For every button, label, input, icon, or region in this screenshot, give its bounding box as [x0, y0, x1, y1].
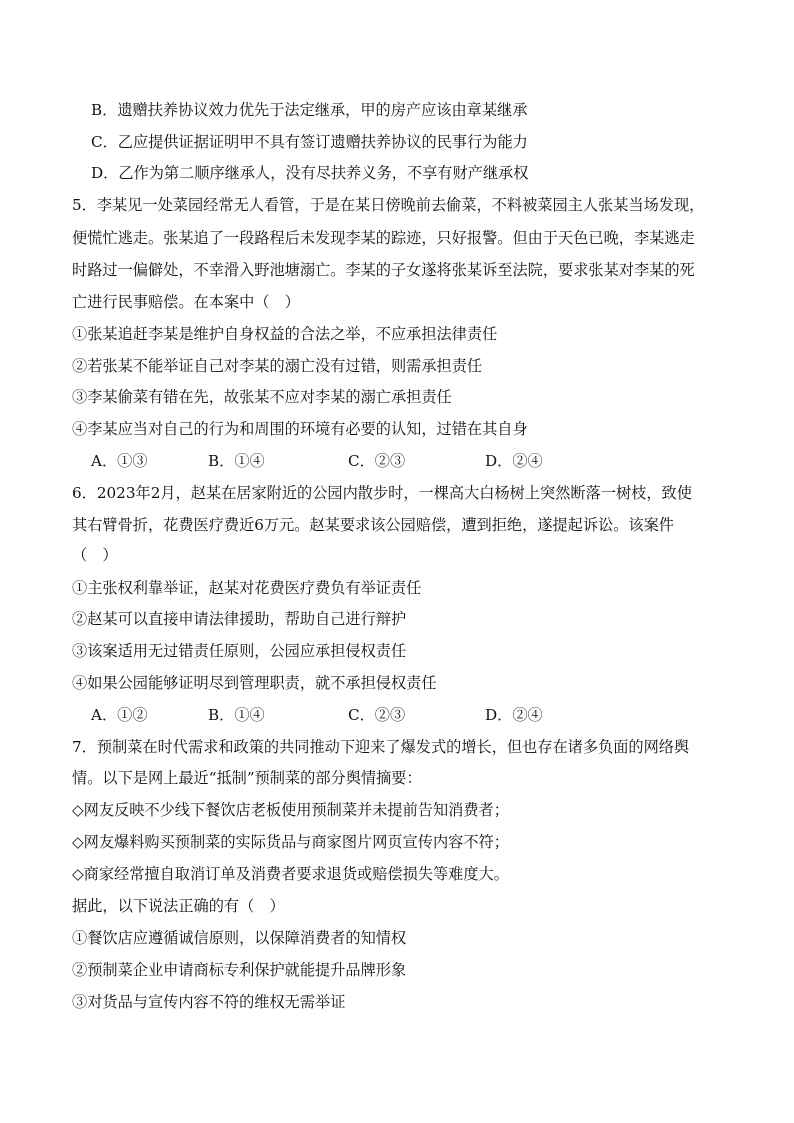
- question-7-statement-3: ③对货品与宣传内容不符的维权无需举证: [72, 993, 346, 1011]
- question-6-choice-c: C．②③: [348, 706, 406, 724]
- question-5-choice-d: D．②④: [485, 452, 543, 470]
- question-5-statement-2: ②若张某不能举证自己对李某的溺亡没有过错，则需承担责任: [72, 357, 483, 375]
- question-6-choice-b: B．①④: [208, 706, 265, 724]
- question-7-statement-2: ②预制菜企业申请商标专利保护就能提升品牌形象: [72, 961, 407, 979]
- question-6-line-2: 其右臂骨折，花费医疗费近6万元。赵某要求该公园赔偿，遭到拒绝，遂提起诉讼。该案件: [72, 516, 674, 534]
- question-6-choice-d: D．②④: [485, 706, 543, 724]
- question-7-statement-1: ①餐饮店应遵循诚信原则，以保障消费者的知情权: [72, 929, 407, 947]
- question-7-report-2: ◇网友爆料购买预制菜的实际货品与商家图片网页宣传内容不符；: [72, 833, 509, 851]
- question-7-report-1: ◇网友反映不少线下餐饮店老板使用预制菜并未提前告知消费者；: [72, 801, 509, 819]
- question-6-statement-4: ④如果公园能够证明尽到管理职责，就不承担侵权责任: [72, 674, 437, 692]
- question-6-statement-3: ③该案适用无过错责任原则，公园应承担侵权责任: [72, 642, 407, 660]
- question-5-line-2: 便慌忙逃走。张某追了一段路程后未发现李某的踪迹，只好报警。但由于天色已晚，李某逃走: [72, 229, 695, 247]
- question-6-line-1: 6．2023年2月，赵某在居家附近的公园内散步时，一棵高大白杨树上突然断落一树枝，致使: [72, 484, 692, 502]
- question-5-statement-3: ③李某偷菜有错在先，故张某不应对李某的溺亡承担责任: [72, 388, 452, 406]
- question-7-line-2: 情。以下是网上最近“抵制”预制菜的部分舆情摘要：: [72, 769, 422, 787]
- question-5-statement-4: ④李某应当对自己的行为和周围的环境有必要的认知，过错在其自身: [72, 420, 528, 438]
- question-7-prompt: 据此，以下说法正确的有（ ）: [72, 897, 285, 915]
- question-5-line-1: 5．李某见一处菜园经常无人看管，于是在某日傍晚前去偷菜，不料被菜园主人张某当场发现，: [72, 196, 705, 214]
- question-6-choice-a: A．①②: [91, 706, 148, 724]
- question-7-report-3: ◇商家经常擅自取消订单及消费者要求退货或赔偿损失等难度大。: [72, 865, 509, 883]
- option-b-text: B．遗赠扶养协议效力优先于法定继承，甲的房产应该由章某继承: [91, 101, 528, 119]
- question-6-line-3: （ ）: [72, 546, 118, 564]
- option-d-text: D．乙作为第二顺序继承人，没有尽扶养义务，不享有财产继承权: [91, 164, 529, 182]
- question-6-statement-2: ②赵某可以直接申请法律援助，帮助自己进行辩护: [72, 610, 407, 628]
- option-c-text: C．乙应提供证据证明甲不具有签订遗赠扶养协议的民事行为能力: [91, 133, 528, 151]
- question-7-line-1: 7．预制菜在时代需求和政策的共同推动下迎来了爆发式的增长，但也存在诸多负面的网络舆: [72, 738, 690, 756]
- question-5-choice-c: C．②③: [348, 452, 406, 470]
- question-6-statement-1: ①主张权利靠举证，赵某对花费医疗费负有举证责任: [72, 579, 422, 597]
- question-5-line-4: 亡进行民事赔偿。在本案中（ ）: [72, 293, 300, 311]
- question-5-choice-a: A．①③: [91, 452, 148, 470]
- question-5-choice-b: B．①④: [208, 452, 265, 470]
- question-5-statement-1: ①张某追赶李某是维护自身权益的合法之举，不应承担法律责任: [72, 325, 498, 343]
- question-5-line-3: 时路过一偏僻处，不幸滑入野池塘溺亡。李某的子女遂将张某诉至法院，要求张某对李某的死: [72, 261, 695, 279]
